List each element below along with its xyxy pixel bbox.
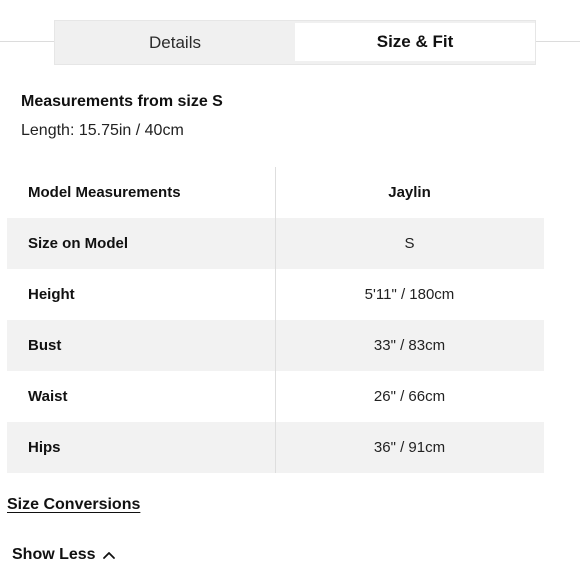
row-label: Bust [28, 337, 62, 354]
chevron-up-icon [102, 550, 116, 560]
size-conversions-link[interactable]: Size Conversions [7, 496, 141, 513]
row-value: 36" / 91cm [373, 439, 446, 456]
show-less-label: Show Less [12, 546, 96, 563]
tab-size-fit[interactable]: Size & Fit [295, 23, 535, 61]
row-value: S [404, 235, 415, 252]
row-label: Waist [28, 388, 68, 405]
row-value: 5'11" / 180cm [364, 286, 455, 303]
row-label: Size on Model [28, 235, 129, 252]
row-value: 33" / 83cm [373, 337, 446, 354]
measurements-title: Measurements from size S [21, 93, 223, 110]
table-header-model-name: Jaylin [388, 184, 431, 201]
row-label: Height [28, 286, 75, 303]
row-value: 26" / 66cm [373, 388, 446, 405]
show-less-button[interactable] [12, 546, 116, 564]
table-column-divider [275, 167, 276, 473]
tab-details[interactable]: Details [55, 21, 295, 64]
measurements-length: Length: 15.75in / 40cm [21, 122, 184, 139]
table-header-label: Model Measurements [28, 184, 181, 201]
row-label: Hips [28, 439, 61, 456]
tab-bar [54, 20, 536, 65]
